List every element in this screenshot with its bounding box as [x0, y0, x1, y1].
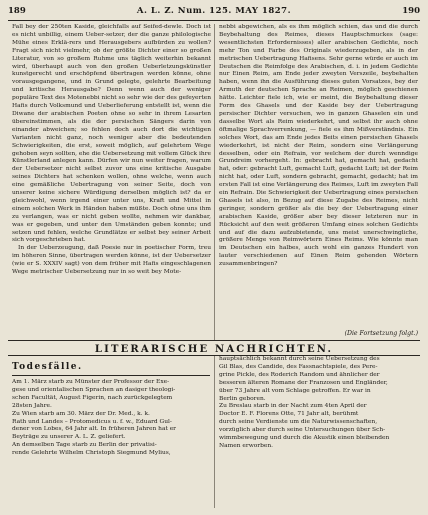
- text-line: Rath und Landes – Protomedicus u. f. w., Eduard Gul-: [12, 418, 172, 425]
- text-line: durch seine Verdienste um die Naturwissenschaften,: [219, 419, 378, 426]
- article-column-left: [12, 24, 211, 340]
- article-paragraph: nebbi abgewichen, als es ihm möglich schien, das und die durch Beybehaltung des Reimes, dieses Hauptschmuckes (sage: wesentlichsten Erfordernisses) aller arabischen Gedichte, noch mehr Ton und Farbe des Originals wiederzugeben, als in der metrischen Uebertragung Hafisens. Sehr gerne würde er auch im Deutschen die Reimfolge des Arabischen, d. i. in jedem Gedichte nur Einen Reim, am Ende jeder zweyten Verszeile, beybehalten haben, wenn ihn die Ausführung dieses guten Vorsatzes, bey der Armuth der deutschen Sprache an Reimen, möglich geschienen hätte. Leichter fiele ich, wie er meint, die Beybehaltung dieser Form des Ghasels und der Kaside bey der Uebertragung persischer Dichter versuchen, wo in ganzen Ghaselen ein und dasselbe Wort als Reim wiederkehrt, und selbst ihr auch ohne öftmalige Sprachverrenkung, — fiele es ihm Mißverständnis. Ein solches Wort, das am Ende jedes Beits einen persischen Ghasels wiederkehrt, ist nicht der Reim, sondern eine Verlängerung desselben, oder ein Refrain, vor welchem der durch wenndige Grundreim vorhergeht. In: gebracht hat, gemacht hat, gedacht hat, oder: gebracht Luft, gemacht Luft, gedacht Luft; ist der Reim nicht hat, oder Luft, sondern gebracht, gemacht, gedacht; hat im ersten Fall ist eine Verlängerung des Reimes, Luft im zweyten Fall ein Refrain. Die Schwierigkeit der Uebertragung eines persischen Ghasels ist also, in Bezug auf diese Zugabe des Reimes, nicht geringer, sondern größer als die bey der Uebertragung einer arabischen Kaside, größer aber bey dieser letzteren nur in Rücksicht auf den weit größeren Umfang eines solchen Gedichts und auf die dazu aufzubietende, uns meist unerschwingliche, größere Menge von Reimwörtern Eines Reims. Wie könnte man im Deutschen ein halbes, auch wohl ein ganzes Hundert von lauter verschiedenen auf Einen Reim gehenden Wörtern zusammenbringen?: [219, 24, 418, 268]
- continuation-note: (Die Fortsetzung folgt.): [344, 330, 418, 338]
- text-line: gese und orientalischen Sprachen an dasiger theologi-: [12, 386, 176, 393]
- article-paragraph: Fall bey der 250ten Kaside, gleichfalls auf Seifed-dewle. Doch ist es nicht unbillig, einem Ueber-setzer, der die ganze philologische Mühe eines Erklä-rers und Herausgebers aufbürden zu wollen? Fragt sich nicht vielmehr, ob der größte Dichter einer so großen Literatur, von so großem Ruhme uns täglich weiterhin bekannt wird, überhaupt auch von den großen Ueberletzungskünstler kunstgerecht und erschöpfend übertragen werden könne, ohne vorausgegangene, und in Grund gelegte, gelehrte Bearbeitung und kritische Herausgabe? Denn wenn auch der weniger populäre Text des Motenebbi nicht so sehr wie der des gefeyerten Hafis durch Volksmund und Ueberlieferung entstellt ist, wenn die Diwane der arabischen Poeten ohne so sehr in ihrem Lesarten übereinstimmen, als die der persischen Sängers darin von einander abweichen; so fehlen doch auch dort die wichtigen Varianten nicht ganz, noch weniger aber die bedeutenden Schwierigkeiten, die erst, soweit möglich, auf gelehrtem Wege gehoben seyn sollten, ehe die Uebersetzung mit vollem Glück ihre Künstlerland anlegen kann. Dürfen wir nun weiter fragen, warum der Uebersetzer nicht selbst zuvor uns eine kritische Ausgabe seines Dichters hat schenken wollen, ohne welche, wenn auch eine gemäßliche Uebertragung von seiner Seite, doch von unserer keine sichere Würdigung derselben möglich ist? da er gleichwohl, wenn irgend einer unter uns, Kraft und Mittel in einem solchen Werk in Händen haben müßte. Doch ohne uns ihm zu verlangen, was er nicht geben wollte, nehmen wir dankbar, was er gegeben, und unter den Umständen geben konnte; und setzen und fehlen, welche Grundlätze er selbst bey seiner Arbeit sich vorgeschrieben hat.: [12, 24, 211, 244]
- text-line: Am 1. März starb zu Münster der Professor der Exe-: [12, 379, 170, 385]
- article-paragraph: In der Ueberzeugung, daß Poesie nur in poetischer Form, treu im höheren Sinne, übertragen werden könne, ist der Uebersetzer (wie er S. XXXIV sagt) von dem früher mit Hafis eingeschlagenen Wege metrischer Uebersetzung nur in so weit bey Mote-: [12, 245, 211, 276]
- column-divider: [214, 356, 215, 508]
- subsection-rule: [12, 375, 210, 376]
- text-line: über 73 Jahre alt vom Schlage getroffen. Er war in: [219, 387, 371, 394]
- text-line: hauptsächlich bekannt durch seine Uebersetzung des: [219, 356, 380, 362]
- obituary-column-right: [219, 356, 418, 509]
- text-line: rende Gelehrte Wilhelm Christoph Siegmund Mylius,: [12, 450, 171, 457]
- text-line: besseren älteren Romane der Franzosen und Engländer,: [219, 379, 388, 386]
- text-line: vorzüglich aber durch seine Untersuchungen über Sch-: [219, 427, 386, 434]
- text-line: Berlin geboren.: [219, 395, 266, 402]
- article-column-right: [219, 24, 418, 340]
- text-line: 28sten Jahre.: [12, 402, 52, 409]
- journal-header-title: A. L. Z. Num. 125. MAY 1827.: [136, 6, 292, 16]
- text-line: Beyträge zu unserer A. L. Z. geliefert.: [12, 434, 126, 441]
- text-line: wimmbewegung und durch die Akustik einen bleibenden: [219, 435, 390, 442]
- text-line: An demselben Tage starb zu Berlin der privatisi-: [12, 442, 157, 449]
- obituary-column-left: [12, 379, 211, 509]
- text-line: Doctor E. F. Florens Otte, 71 Jahr alt, berühmt: [219, 411, 359, 418]
- text-line: schen Facultät, August Figerin, nach zurückgelegtem: [12, 394, 173, 401]
- page-header: [8, 6, 420, 21]
- column-divider: [214, 24, 215, 340]
- section-title: LITERARISCHE NACHRICHTEN.: [94, 344, 334, 355]
- text-line: dener von Lobes, 64 Jahr alt. In früheren Jahren hat er: [12, 426, 176, 433]
- text-line: Zu Wien starb am 30. März der Dr. Med., k. k.: [12, 410, 150, 417]
- page-number-right: 190: [402, 6, 420, 16]
- page-number-left: 189: [8, 6, 26, 16]
- section-rule-top: [8, 340, 420, 341]
- text-line: Gil Blas, des Candide, des Fassnachtspiele, des Pere-: [219, 363, 378, 370]
- subsection-title: Todesfälle.: [12, 362, 83, 372]
- text-line: grine Pickle, des Roderich Random und ähnlicher der: [219, 371, 380, 378]
- text-line: Zu Breslau starb in der Nacht zum 4ten April der: [219, 403, 367, 410]
- text-line: Namen erworben.: [219, 442, 274, 449]
